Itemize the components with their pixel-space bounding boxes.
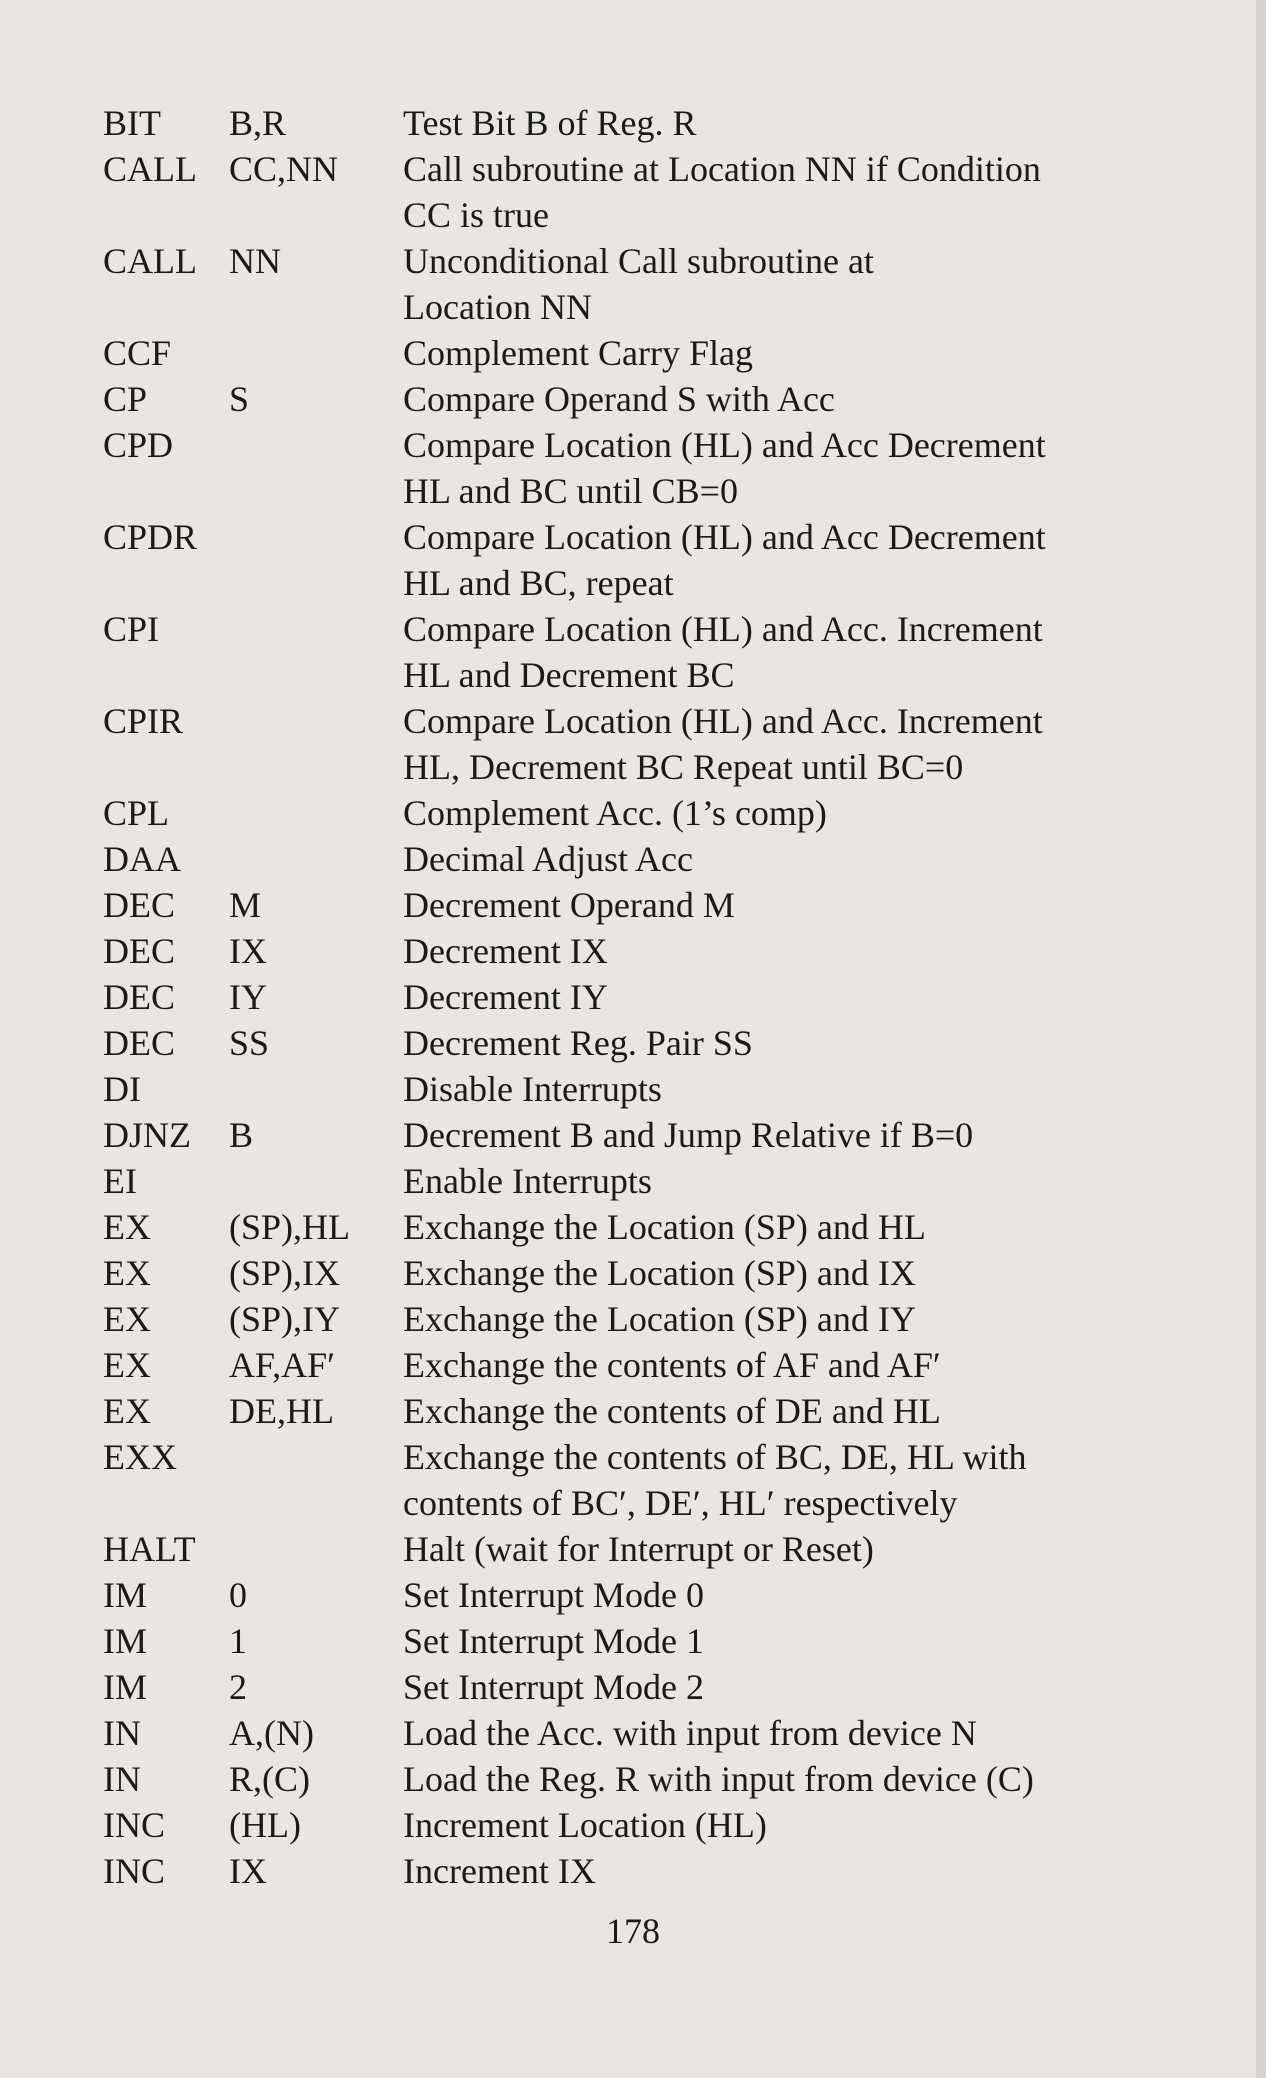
operand: S: [229, 379, 250, 419]
mnemonic: CALL: [103, 149, 197, 189]
description: Exchange the Location (SP) and HL: [403, 1207, 926, 1247]
instruction-row: [103, 422, 1183, 514]
description: Decrement IX: [403, 931, 608, 971]
instruction-row: [103, 698, 1183, 790]
instruction-row: [103, 238, 1183, 330]
operand: IY: [229, 977, 267, 1017]
description: Compare Location (HL) and Acc. Increment HL and Decrement BC: [403, 609, 1043, 695]
description: Exchange the Location (SP) and IX: [403, 1253, 916, 1293]
description: Call subroutine at Location NN if Condition CC is true: [403, 149, 1041, 235]
mnemonic: IM: [103, 1621, 147, 1661]
mnemonic: BIT: [103, 103, 161, 143]
instruction-row: [103, 1572, 1183, 1618]
operand: AF,AF′: [229, 1345, 336, 1385]
instruction-row: [103, 974, 1183, 1020]
operand: B,R: [229, 103, 287, 143]
operand: 1: [229, 1621, 247, 1661]
mnemonic: DJNZ: [103, 1115, 191, 1155]
description: Exchange the contents of AF and AF′: [403, 1345, 941, 1385]
instruction-row: [103, 1296, 1183, 1342]
description: Increment Location (HL): [403, 1805, 767, 1845]
operand: [229, 330, 403, 376]
mnemonic: IM: [103, 1667, 147, 1707]
instruction-row: [103, 1710, 1183, 1756]
instruction-row: [103, 1388, 1183, 1434]
instruction-row: [103, 100, 1183, 146]
description: Decrement Reg. Pair SS: [403, 1023, 753, 1063]
description: Compare Operand S with Acc: [403, 379, 835, 419]
operand: M: [229, 885, 262, 925]
mnemonic: EX: [103, 1207, 151, 1247]
operand: IX: [229, 931, 267, 971]
mnemonic: DEC: [103, 1023, 175, 1063]
operand: 2: [229, 1667, 247, 1707]
instruction-row: [103, 1756, 1183, 1802]
description: Exchange the Location (SP) and IY: [403, 1299, 916, 1339]
instruction-row: [103, 1618, 1183, 1664]
instruction-row: [103, 1848, 1183, 1894]
mnemonic: INC: [103, 1851, 165, 1891]
instruction-row: [103, 376, 1183, 422]
description: Compare Location (HL) and Acc Decrement HL and BC until CB=0: [403, 425, 1046, 511]
description: Set Interrupt Mode 0: [403, 1575, 704, 1615]
description: Test Bit B of Reg. R: [403, 103, 697, 143]
mnemonic: HALT: [103, 1529, 196, 1569]
mnemonic: INC: [103, 1805, 165, 1845]
operand: IX: [229, 1851, 267, 1891]
mnemonic: CPI: [103, 609, 160, 649]
description: Decrement B and Jump Relative if B=0: [403, 1115, 974, 1155]
instruction-row: [103, 1020, 1183, 1066]
description: Complement Carry Flag: [403, 333, 753, 373]
mnemonic: CCF: [103, 333, 172, 373]
instruction-row: [103, 606, 1183, 698]
description: Set Interrupt Mode 1: [403, 1621, 704, 1661]
description: Exchange the contents of DE and HL: [403, 1391, 941, 1431]
operand: A,(N): [229, 1713, 314, 1753]
description: Load the Acc. with input from device N: [403, 1713, 977, 1753]
operand: (SP),IX: [229, 1253, 341, 1293]
instruction-row: [103, 1204, 1183, 1250]
instruction-row: [103, 514, 1183, 606]
mnemonic: CALL: [103, 241, 197, 281]
instruction-row: [103, 1158, 1183, 1204]
operand: [229, 606, 403, 698]
description: Unconditional Call subroutine at Location NN: [403, 241, 874, 327]
mnemonic: DEC: [103, 931, 175, 971]
operand: NN: [229, 241, 281, 281]
mnemonic: DI: [103, 1069, 141, 1109]
page-edge: [1256, 0, 1266, 2078]
operand: R,(C): [229, 1759, 310, 1799]
instruction-row: [103, 1802, 1183, 1848]
operand: (SP),HL: [229, 1207, 351, 1247]
page-number: 178: [606, 1911, 660, 1951]
operand: DE,HL: [229, 1391, 334, 1431]
operand: [229, 514, 403, 606]
operand: [229, 836, 403, 882]
operand: (SP),IY: [229, 1299, 341, 1339]
operand: SS: [229, 1023, 270, 1063]
operand: CC,NN: [229, 149, 339, 189]
instruction-row: [103, 146, 1183, 238]
instruction-row: [103, 928, 1183, 974]
description: Halt (wait for Interrupt or Reset): [403, 1529, 874, 1569]
operand: B: [229, 1115, 254, 1155]
description: Compare Location (HL) and Acc. Increment HL, Decrement BC Repeat until BC=0: [403, 701, 1043, 787]
mnemonic: CPDR: [103, 517, 198, 557]
instruction-row: [103, 1342, 1183, 1388]
mnemonic: DAA: [103, 839, 181, 879]
description: Disable Interrupts: [403, 1069, 662, 1109]
description: Load the Reg. R with input from device (C): [403, 1759, 1034, 1799]
mnemonic: IM: [103, 1575, 147, 1615]
mnemonic: EXX: [103, 1437, 177, 1477]
operand: [229, 422, 403, 514]
mnemonic: EX: [103, 1391, 151, 1431]
description: Complement Acc. (1’s comp): [403, 793, 827, 833]
instruction-row: [103, 1434, 1183, 1526]
instruction-row: [103, 1250, 1183, 1296]
operand: [229, 1066, 403, 1112]
operand: 0: [229, 1575, 247, 1615]
mnemonic: EX: [103, 1299, 151, 1339]
mnemonic: CPL: [103, 793, 170, 833]
mnemonic: CP: [103, 379, 148, 419]
mnemonic: IN: [103, 1759, 141, 1799]
mnemonic: CPIR: [103, 701, 184, 741]
operand: [229, 1526, 403, 1572]
mnemonic: CPD: [103, 425, 174, 465]
mnemonic: DEC: [103, 977, 175, 1017]
description: Decimal Adjust Acc: [403, 839, 693, 879]
mnemonic: EX: [103, 1345, 151, 1385]
instruction-table: [103, 100, 1183, 1894]
instruction-row: [103, 1112, 1183, 1158]
instruction-row: [103, 1664, 1183, 1710]
description: Set Interrupt Mode 2: [403, 1667, 704, 1707]
operand: (HL): [229, 1805, 301, 1845]
operand: [229, 790, 403, 836]
instruction-row: [103, 1526, 1183, 1572]
description: Compare Location (HL) and Acc Decrement HL and BC, repeat: [403, 517, 1046, 603]
mnemonic: EX: [103, 1253, 151, 1293]
description: Enable Interrupts: [403, 1161, 652, 1201]
mnemonic: DEC: [103, 885, 175, 925]
instruction-row: [103, 330, 1183, 376]
operand: [229, 698, 403, 790]
instruction-row: [103, 790, 1183, 836]
description: Increment IX: [403, 1851, 596, 1891]
instruction-row: [103, 882, 1183, 928]
instruction-row: [103, 836, 1183, 882]
instruction-row: [103, 1066, 1183, 1112]
description: Decrement IY: [403, 977, 608, 1017]
mnemonic: EI: [103, 1161, 137, 1201]
mnemonic: IN: [103, 1713, 141, 1753]
description: Exchange the contents of BC, DE, HL with contents of BC′, DE′, HL′ respectively: [403, 1437, 1027, 1523]
description: Decrement Operand M: [403, 885, 735, 925]
operand: [229, 1434, 403, 1526]
operand: [229, 1158, 403, 1204]
